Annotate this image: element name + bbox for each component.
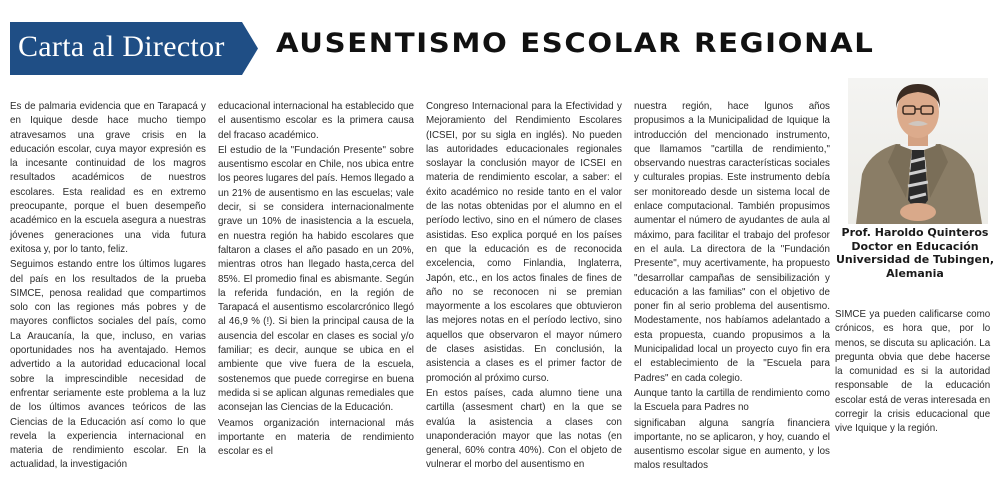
- author-country: Alemania: [886, 266, 944, 280]
- paragraph: Es de palmaria evidencia que en Tarapacá y en Iquique desde hace mucho tiempo atravesamos una grave crisis en la educación escolar, cuya mayor expresión es la incesante continuidad de los magros resultados académicos de nuestros escolares. Esta realidad es en extremo preocupante, porque el buen desempeño académico en la escuela asegura a nuestras jóvenes generaciones una vida futura exitosa y, por lo tanto, feliz.: [10, 101, 206, 255]
- author-portrait-illustration: [848, 78, 988, 224]
- paragraph: Congreso Internacional para la Efectividad y Mejoramiento del Rendimiento Escolares (ICSEI, por su sigla en inglés). No pueden las autoridades educacionales regionales soslayar la conclusión mayor de ICSEI en materia de rendimiento escolar, a saber: el éxito académico no reside tanto en el valor de las notas obtenidas por el alumno en el período lectivo, sino en el número de clases asistidas. Eso explica porqué en los países en que la educación es de reconocida excelencia, como Finlandia, Inglaterra, Japón, etc., en los actos finales de fines de año no se reconocen ni se premian mayormente a los escolares que obtuvieron las mejores notas en el período lectivo, sino aquellos que observaron el mayor número de clases asistidas. En conclusión, la asistencia a clases es el primer factor de promoción al próximo curso.: [426, 101, 622, 384]
- article-column-4: [634, 100, 830, 475]
- author-caption: [832, 226, 998, 280]
- article-column-1: [10, 100, 206, 474]
- author-university: Universidad de Tubingen,: [835, 253, 995, 267]
- author-degree: Doctor en Educación: [851, 239, 979, 253]
- paragraph: El estudio de la "Fundación Presente" sobre ausentismo escolar en Chile, nos ubica entre los peores lugares del país. Hemos llegado a un 21% de ausentismo en las escuelas; vale decir, si se considera internacionalmente grave un 10% de inasistencia a la escuela, en nuestra región ha habido escolares que faltaron a clases el año pasado en un 20%, mientras otros han llegado hasta,cerca del 85%. El promedio final es abismante. Según la referida fundación, en la región de Tarapacá el ausentismo escolarcrónico llegó al 46,9 % (!). Si bien la principal causa de la ausencia del escolar en clases es social y/o familiar; es decir, aunque se ubica en el ambiente que vive fuera de la escuela, sostenemos que puede corregirse en buena medida si se aplican algunas remediales que aconsejan las Ciencias de la Educación.: [218, 144, 414, 414]
- author-photo: [848, 78, 988, 224]
- section-label: Carta al Director: [18, 30, 225, 63]
- article-headline: AUSENTISMO ESCOLAR REGIONAL: [276, 28, 875, 59]
- article-column-5: [835, 308, 990, 438]
- paragraph: En estos países, cada alumno tiene una cartilla (assesment chart) en la que se evalúa la asistencia a clases con unaponderación mayor que las notas (en general, 60% contra 40%). Con el objeto de vulnerar el morbo del ausentismo en: [426, 387, 622, 471]
- article-column-3: [426, 100, 622, 474]
- paragraph: SIMCE ya pueden calificarse como crónicos, es hora que, por lo menos, se discuta su aplicación. La pregunta obvia que debe hacerse la comunidad es si la autoridad responsable de la educación escolar está de veras interesada en corregir la crisis educacional que vive Iquique y la región.: [835, 309, 991, 435]
- section-banner: [10, 22, 258, 75]
- paragraph: Veamos organización internacional más importante en materia de rendimiento escolar es el: [218, 417, 414, 458]
- paragraph: Aunque tanto la cartilla de rendimiento como la Escuela para Padres no: [634, 387, 830, 414]
- article-column-2: [218, 100, 414, 460]
- paragraph: educacional internacional ha establecido que el ausentismo escolar es la primera causa del fracaso académico.: [218, 101, 414, 141]
- paragraph: Seguimos estando entre los últimos lugares del país en los resultados de la prueba SIMCE, penosa realidad que compartimos solo con las regiones más pobres y de mayores conflictos sociales del país, como La Araucanía, la que, incluso, en varias oportunidades nos ha aventajado. Hemos advertido a la autoridad educacional local sobre la imprescindible necesidad de enfrentar seriamente este problema a la luz de los últimos avances teóricos de las Ciencias de la Educación así como lo que revela la experiencia internacional en materia de rendimiento escolar. En la actualidad, la investigación: [10, 259, 206, 471]
- paragraph: significaban alguna sangría financiera importante, no se aplicaron, y hoy, cuando el ausentismo escolar sigue en aumento, y los malos resultados: [634, 417, 830, 472]
- paragraph: nuestra región, hace lgunos años propusimos a la Municipalidad de Iquique la introducción del mencionado instrumento, que llamamos "cartilla de rendimiento," observando nuestras características sociales y culturales propias. Este instrumento debía ser monitoreado desde un sistema local de enlace computacional. También propusimos aumentar el número de ayudantes de aula al máximo, para facilitar el trabajo del profesor en el aula. La directora de la "Fundación Presente", muy acertivamente, ha propuesto "desarrollar campañas de sensibilización y educación a las familias" con el objetivo de poner fin al serio problema del ausentismo. Modestamente, nos habíamos adelantado a esta propuesta, cuando propusimos a la Municipalidad local un proyecto cuyo fin era el establecimiento de la "Escuela para Padres" en cada colegio.: [634, 101, 830, 384]
- author-name: Prof. Haroldo Quinteros: [841, 226, 989, 239]
